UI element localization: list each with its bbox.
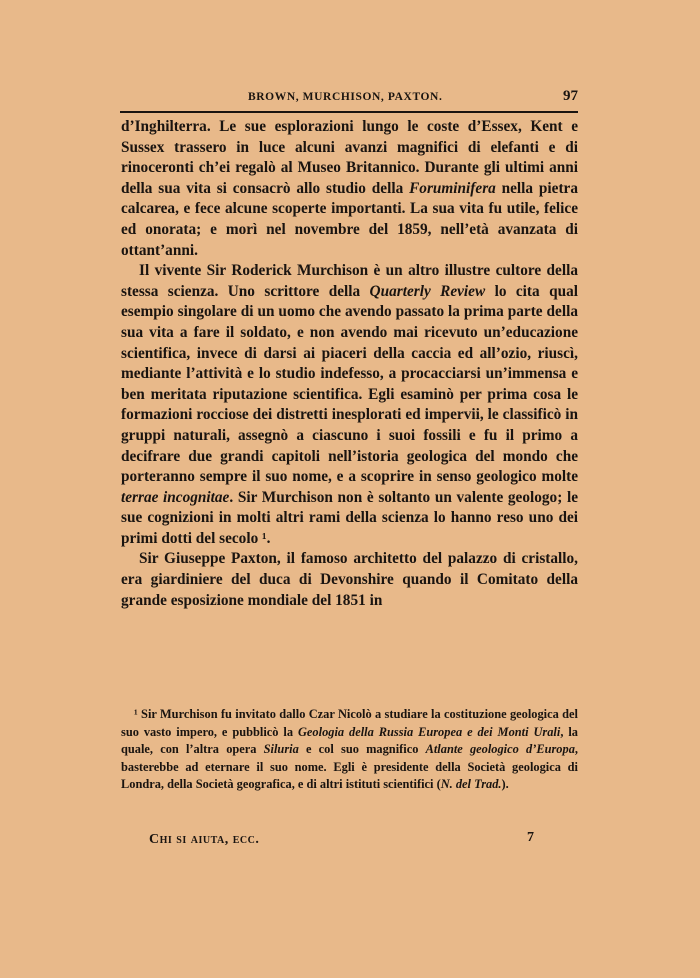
- signature-number: 7: [527, 830, 534, 845]
- italic-text: Siluria: [263, 742, 299, 757]
- italic-text: N. del Trad.: [440, 777, 502, 792]
- text-run: nella pietra calcarea, e fece alcune scoperte importanti. La sua vita fu utile, felice ed onorata; e morì nel novembre del 1859, nell’età avanzata di ottant’anni.: [121, 179, 578, 259]
- text-run: , la quale, con l’altra opera: [121, 724, 578, 757]
- paragraph: [121, 261, 578, 549]
- page-number: 97: [563, 88, 578, 104]
- signature-title: Chi si aiuta, ecc.: [149, 832, 260, 847]
- italic-text: Quarterly Review: [369, 282, 486, 300]
- text-run: ¹ Sir Murchison fu invitato dallo Czar Nicolò a studiare la costituzione geologica del suo vasto impero, e pubblicò la: [121, 707, 578, 739]
- text-run: lo cita qual esempio singolare di un uomo che avendo passato la prima parte della sua vita a fare il soldato, e non avendo mai ricevuto un’educazione scientifica, invece di darsi ai piaceri della caccia ed all’ozio, riuscì, mediante l’attività e lo studio indefesso, a procacciarsi un’immensa e ben meritata riputazione scientifica. Egli esaminò per prima cosa le formazioni rocciose dei distretti inesplorati ed impervii, le classificò in gruppi naturali, assegnò a ciascuno i suoi fossili e fu il primo a decifrare due grandi capitoli nell’istoria geologica del mondo che porteranno sempre il suo nome, e a scoprire in senso geologico molte: [121, 282, 578, 486]
- running-header: BROWN, MURCHISON, PAXTON.: [248, 91, 443, 103]
- text-run: , basterebbe ad eternare il suo nome. Egli è presidente della Società geologica di Londra, della Società geografica, e di altri istituti scientifici (: [121, 742, 578, 792]
- italic-text: Foruminifera: [409, 179, 496, 197]
- text-run: ).: [501, 777, 509, 792]
- text-run: Il vivente Sir Roderick Murchison è un altro illustre cultore della stessa scienza. Uno scrittore della: [121, 262, 578, 300]
- header-rule: [120, 111, 578, 113]
- paragraph: [121, 549, 578, 611]
- italic-text: Geologia della Russia Europea e dei Monti Urali: [297, 724, 561, 739]
- italic-text: Atlante geologico d’Europa: [425, 742, 575, 757]
- italic-text: terrae incognitae: [121, 488, 230, 506]
- footnote: [121, 706, 578, 794]
- footnote-area: [121, 706, 578, 794]
- text-run: Sir Giuseppe Paxton, il famoso architetto del palazzo di cristallo, era giardiniere del duca di Devonshire quando il Comitato della grande esposizione mondiale del 1851 in: [121, 550, 578, 609]
- paragraph: [121, 117, 578, 261]
- body-text: [121, 117, 578, 611]
- text-run: e col suo magnifico: [298, 742, 426, 757]
- text-run: d’Inghilterra. Le sue esplorazioni lungo le coste d’Essex, Kent e Sussex trassero in luce alcuni avanzi magnifici di elefanti e di rinoceronti ch’ei regalò al Museo Britannico. Durante gli ultimi anni della sua vita si consacrò allo studio della: [121, 118, 578, 197]
- text-run: . Sir Murchison non è soltanto un valente geologo; le sue cognizioni in molti altri rami della scienza lo hanno reso uno dei primi dotti del secolo ¹.: [121, 488, 578, 547]
